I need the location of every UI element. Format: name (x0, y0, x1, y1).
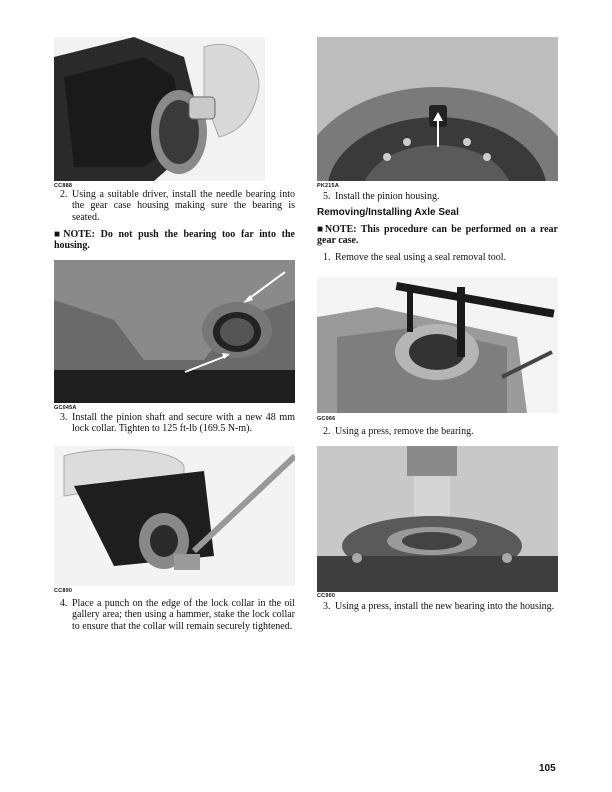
photo-press-bearing (317, 446, 558, 592)
step-text: Using a press, remove the bearing. (335, 426, 474, 437)
photo-code: CC900 (317, 593, 336, 599)
note-rear-gear-case: ■NOTE: This procedure can be performed on a rear gear case. (317, 224, 558, 247)
step-text: Remove the seal using a seal removal tool. (335, 252, 507, 263)
page-number: 105 (539, 763, 556, 774)
photo-needle-bearing (54, 37, 265, 181)
step-number: 3. (323, 601, 331, 612)
photo-pinion-lock-collar (54, 446, 295, 586)
step-text: Install the pinion housing. (335, 191, 440, 202)
step-number: 3. (60, 412, 68, 423)
photo-seal-removal (317, 277, 558, 413)
step-text: Using a suitable driver, install the needle bearing into the gear case housing making sure the bearing is seated. (72, 189, 295, 223)
step-number: 2. (60, 189, 68, 200)
photo-code: PK215A (317, 183, 339, 189)
step-5-right (323, 191, 558, 202)
step-number: 2. (323, 426, 331, 437)
step-text: Using a press, install the new bearing into the housing. (335, 601, 555, 612)
step-number: 4. (60, 598, 68, 609)
step-2-right (323, 426, 558, 437)
photo-bearing-housing (54, 260, 295, 403)
photo-code: GC066 (317, 416, 336, 422)
section-heading: Removing/Installing Axle Seal (317, 207, 459, 218)
step-1-right (323, 252, 558, 263)
step-text: Install the pinion shaft and secure with a new 48 mm lock collar. Tighten to 125 ft-lb (169.5 N-m). (72, 412, 295, 435)
note-bearing: ■NOTE: Do not push the bearing too far into the housing. (54, 229, 295, 252)
step-3-left (60, 412, 295, 435)
photo-pinion-housing (317, 37, 558, 181)
step-2-left (60, 189, 295, 223)
step-number: 1. (323, 252, 331, 263)
step-text: Place a punch on the edge of the lock collar in the oil gallery area; then using a hammer, stake the lock collar to ensure that the collar will remain securely tightened. (72, 598, 295, 632)
photo-code: CC888 (54, 183, 73, 189)
photo-code: CC890 (54, 588, 73, 594)
photo-code: GC045A (54, 405, 77, 411)
step-3-right (323, 601, 558, 612)
step-4-left (60, 598, 295, 632)
step-number: 5. (323, 191, 331, 202)
